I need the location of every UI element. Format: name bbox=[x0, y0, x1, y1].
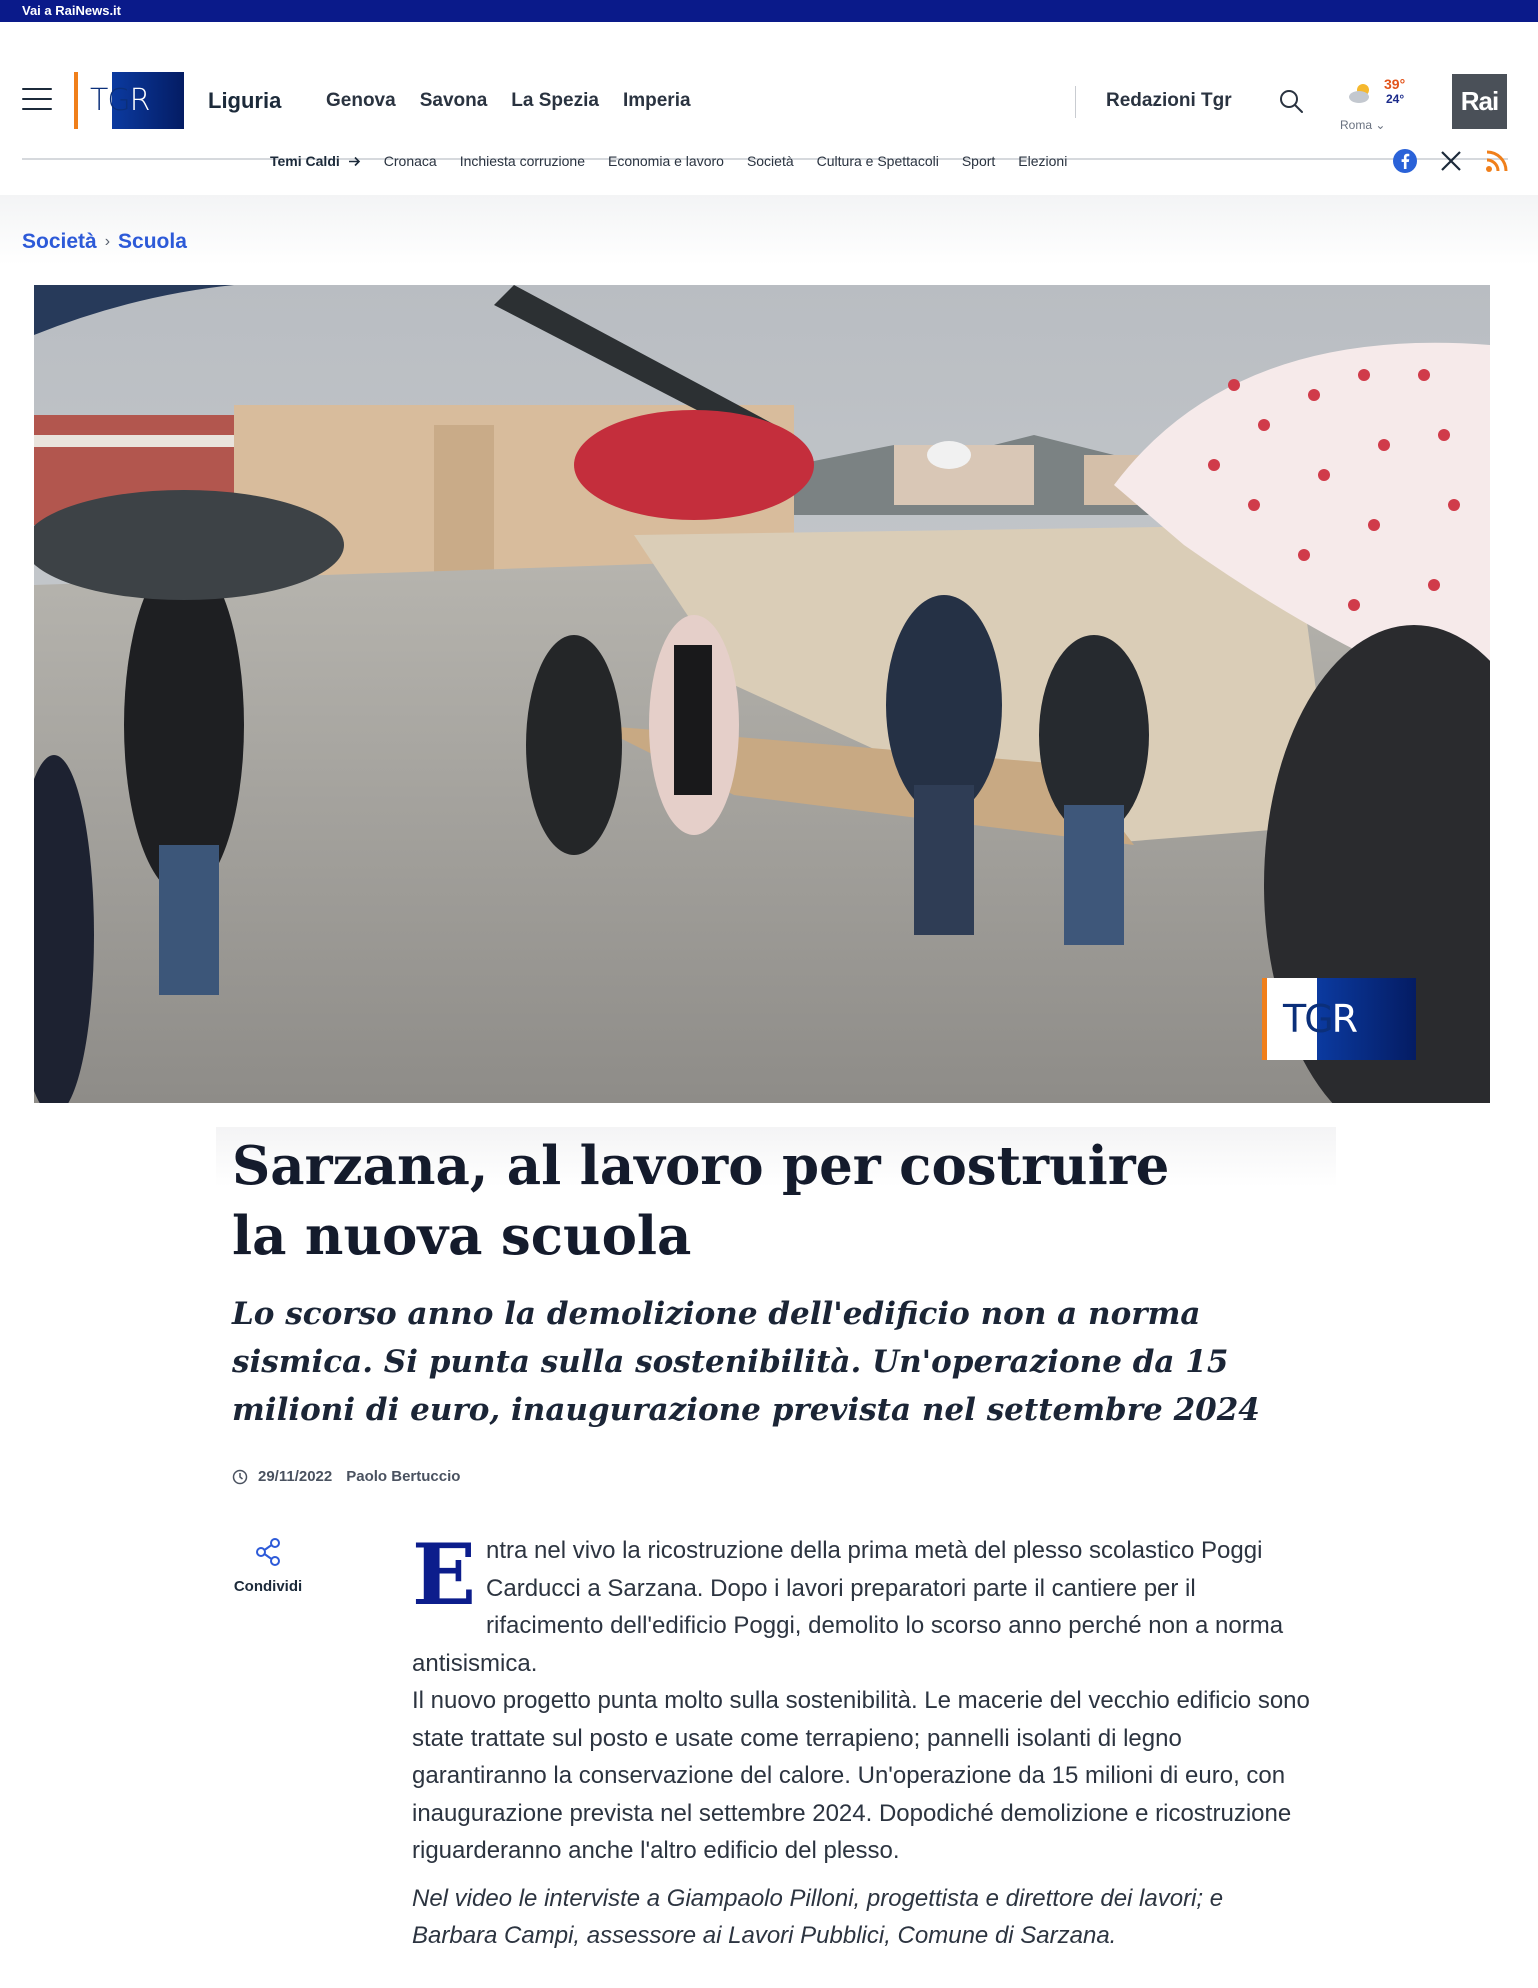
article-subtitle: Lo scorso anno la demolizione dell'edificio non a norma sismica. Si punta sulla sostenibilità. Un'operazione da 15 milioni di euro, inaugurazione prevista nel settembre 2024 bbox=[232, 1296, 1260, 1428]
paragraph-2: Il nuovo progetto punta molto sulla sostenibilità. Le macerie del vecchio edificio sono state trattate sul posto e usate come terrapieno; pannelli isolanti di legno garantiranno la conservazione del calore. Un'operazione da 15 milioni di euro, con inaugurazione prevista nel settembre 2024. Dopodiché demolizione e ricostruzione riguarderanno anche l'altro edificio del plesso. bbox=[412, 1687, 1310, 1864]
temp-low: 24° bbox=[1386, 92, 1405, 106]
author[interactable]: Paolo Bertuccio bbox=[346, 1468, 461, 1485]
video-note: Nel video le interviste a Giampaolo Pilloni, progettista e direttore dei lavori; e Barbara Campi, assessore ai Lavori Pubblici, Comune di Sarzana. bbox=[412, 1884, 1224, 1949]
article-meta bbox=[232, 1468, 460, 1485]
breadcrumb-societa[interactable]: Società bbox=[22, 230, 97, 253]
temi-caldi-link[interactable]: Temi Caldi bbox=[270, 153, 361, 169]
tgr-logo[interactable]: TG R bbox=[74, 72, 184, 129]
city-link-imperia[interactable]: Imperia bbox=[622, 90, 691, 111]
nav-item-inchiesta[interactable]: Inchiesta corruzione bbox=[459, 153, 585, 169]
city-link-la-spezia[interactable]: La Spezia bbox=[511, 90, 599, 111]
city-link-savona[interactable]: Savona bbox=[419, 90, 488, 111]
city-nav bbox=[326, 90, 691, 112]
site-header bbox=[0, 22, 1538, 134]
breadcrumb bbox=[22, 230, 187, 254]
arrow-right-icon bbox=[348, 156, 361, 167]
dropcap: E bbox=[412, 1525, 477, 1624]
weather-city[interactable]: Roma ⌄ bbox=[1340, 118, 1386, 132]
partly-cloudy-icon bbox=[1348, 80, 1374, 106]
nav-item-societa[interactable]: Società bbox=[746, 153, 794, 169]
nav-item-cultura[interactable]: Cultura e Spettacoli bbox=[816, 153, 939, 169]
nav-item-cronaca[interactable]: Cronaca bbox=[383, 153, 437, 169]
breadcrumb-scuola[interactable]: Scuola bbox=[118, 230, 187, 253]
search-icon[interactable] bbox=[1278, 88, 1304, 114]
publish-date: 29/11/2022 bbox=[258, 1468, 333, 1485]
share-label: Condividi bbox=[233, 1578, 303, 1595]
tgr-watermark: TG R bbox=[1262, 978, 1416, 1060]
divider bbox=[1075, 86, 1076, 118]
section-background bbox=[0, 195, 1538, 265]
paragraph-1: Entra nel vivo la ricostruzione della prima metà del plesso scolastico Poggi Carducci a Sarzana. Dopo i lavori preparatori parte il cantiere per il rifacimento dell'edificio Poggi, demolito lo scorso anno perché non a norma antisismica. bbox=[412, 1525, 1284, 1677]
rai-logo[interactable]: Rai bbox=[1452, 74, 1507, 129]
weather-widget[interactable] bbox=[1338, 74, 1418, 138]
x-icon[interactable] bbox=[1438, 148, 1464, 174]
menu-icon[interactable] bbox=[22, 88, 52, 110]
rss-icon[interactable] bbox=[1484, 148, 1510, 174]
region-title[interactable]: Liguria bbox=[208, 88, 282, 113]
city-link-genova[interactable]: Genova bbox=[326, 90, 396, 111]
article-body bbox=[412, 1525, 1312, 1955]
hero-video[interactable] bbox=[34, 285, 1490, 1103]
nav-item-sport[interactable]: Sport bbox=[961, 153, 996, 169]
title-block bbox=[216, 1127, 1336, 1271]
rainews-link[interactable]: Vai a RaiNews.it bbox=[0, 0, 1538, 22]
clock-icon bbox=[232, 1469, 248, 1485]
facebook-icon[interactable] bbox=[1392, 148, 1418, 174]
temp-high: 39° bbox=[1384, 76, 1406, 92]
share-button[interactable] bbox=[232, 1536, 304, 1595]
share-icon bbox=[252, 1536, 284, 1568]
topics-nav bbox=[0, 134, 1538, 191]
redazioni-link[interactable]: Redazioni Tgr bbox=[1106, 90, 1232, 111]
article-title: Sarzana, al lavoro per costruire la nuova scuola bbox=[232, 1135, 1170, 1267]
nav-item-elezioni[interactable]: Elezioni bbox=[1018, 153, 1068, 169]
nav-item-economia[interactable]: Economia e lavoro bbox=[607, 153, 724, 169]
chevron-right-icon: › bbox=[104, 233, 111, 250]
